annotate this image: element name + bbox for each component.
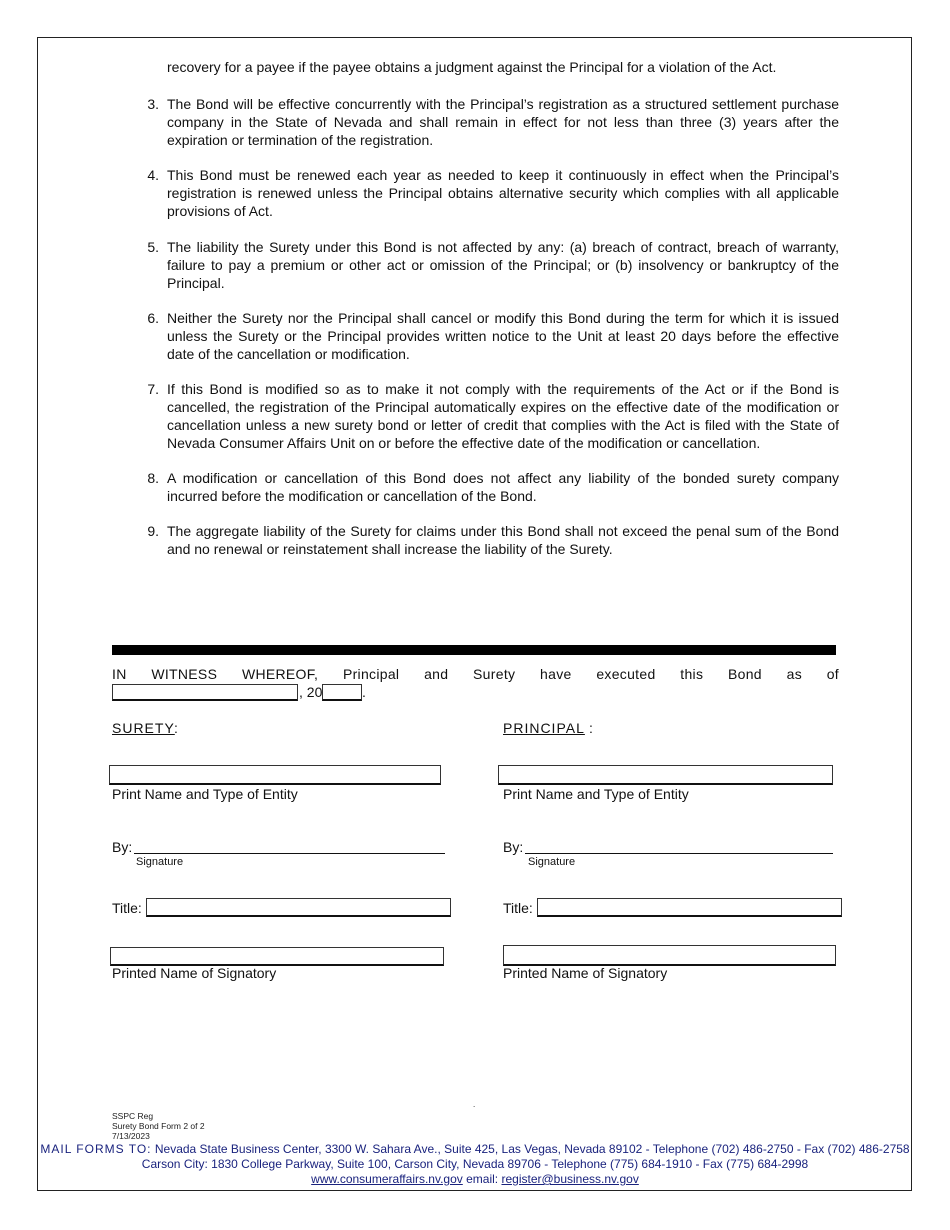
surety-by-label: By: xyxy=(112,839,133,855)
surety-signature-line[interactable] xyxy=(134,853,445,854)
surety-entity-label: Print Name and Type of Entity xyxy=(112,786,298,802)
form-code: SSPC Reg xyxy=(112,1111,154,1121)
clause-text: If this Bond is modified so as to make it not comply with the requirements of the Act or if the Bond is cancelled, the registration of the Principal automatically expires on the effective date of the modification or cancellation unless a new surety bond or letter of credit that complies with the Act is filed with the State of Nevada Consumer Affairs Unit on or before the effective date of the modification or cancellation. xyxy=(167,381,839,451)
witness-word: as xyxy=(786,666,802,682)
principal-title-field[interactable] xyxy=(537,898,842,917)
principal-signature-label: Signature xyxy=(528,856,576,868)
witness-period: . xyxy=(362,684,366,700)
email-link[interactable]: register@business.nv.gov xyxy=(501,1172,639,1186)
principal-signature-line[interactable] xyxy=(525,853,833,854)
clause-number: 6. xyxy=(147,310,159,326)
witness-word: IN xyxy=(112,666,127,682)
witness-word: and xyxy=(424,666,449,682)
section-divider xyxy=(112,645,836,655)
principal-heading: PRINCIPAL xyxy=(503,720,585,736)
principal-title-label: Title: xyxy=(503,900,533,916)
principal-by-label: By: xyxy=(503,839,524,855)
witness-word: Bond xyxy=(727,666,762,682)
mail-line-las-vegas xyxy=(40,1142,910,1157)
witness-statement xyxy=(112,666,839,682)
witness-date-field[interactable] xyxy=(112,684,298,701)
clause-number: 7. xyxy=(147,381,159,397)
surety-title-field[interactable] xyxy=(146,898,451,917)
clause-4 xyxy=(137,166,839,220)
clause-text: This Bond must be renewed each year as needed to keep it continuously in effect when the Principal’s registration is renewed unless the Principal obtains alternative security which complies with all applicable provisions of Act. xyxy=(167,167,839,219)
clause-number: 8. xyxy=(147,470,159,486)
principal-entity-label: Print Name and Type of Entity xyxy=(503,786,689,802)
clause-number: 5. xyxy=(147,239,159,255)
witness-word: this xyxy=(680,666,704,682)
clause-number: 4. xyxy=(147,167,159,183)
witness-word: Surety xyxy=(473,666,516,682)
surety-signatory-field[interactable] xyxy=(110,947,444,966)
clause-text: A modification or cancellation of this Bond does not affect any liability of the bonded surety company incurred before the modification or cancellation of the Bond. xyxy=(167,470,839,504)
clause-text: The liability the Surety under this Bond is not affected by any: (a) breach of contract, breach of warranty, failure to pay a premium or other act or omission of the Principal; or (b) insolvency or bankruptcy of the Principal. xyxy=(167,239,839,291)
witness-word: have xyxy=(540,666,572,682)
witness-word: Principal xyxy=(342,666,400,682)
witness-word: WHEREOF, xyxy=(241,666,319,682)
carson-city-address: Carson City: 1830 College Parkway, Suite 100, Carson City, Nevada 89706 - Telephone (775) 684-1910 - Fax (775) 684-2998 xyxy=(141,1157,809,1171)
surety-heading: SURETY xyxy=(112,720,175,736)
clause-7 xyxy=(137,380,839,452)
contact-line xyxy=(40,1172,910,1187)
principal-heading-colon: : xyxy=(589,720,593,736)
form-name: Surety Bond Form 2 of 2 xyxy=(112,1121,205,1131)
clause-text: The aggregate liability of the Surety for claims under this Bond shall not exceed the penal sum of the Bond and no renewal or reinstatement shall increase the liability of the Surety. xyxy=(167,523,839,557)
principal-signatory-label: Printed Name of Signatory xyxy=(503,965,668,981)
clause-number: 3. xyxy=(147,96,159,112)
surety-heading-colon: : xyxy=(174,720,178,736)
website-link[interactable]: www.consumeraffairs.nv.gov xyxy=(311,1172,463,1186)
surety-title-label: Title: xyxy=(112,900,142,916)
principal-entity-field[interactable] xyxy=(498,765,833,785)
surety-signatory-label: Printed Name of Signatory xyxy=(112,965,277,981)
witness-word: executed xyxy=(596,666,656,682)
form-date: 7/13/2023 xyxy=(112,1131,150,1141)
principal-signatory-field[interactable] xyxy=(503,945,836,966)
year-prefix: , 20 xyxy=(299,684,323,700)
form-meta xyxy=(112,1111,205,1141)
email-label: email: xyxy=(462,1172,502,1186)
witness-word: of xyxy=(826,666,839,682)
clause-3 xyxy=(137,95,839,149)
clause-6 xyxy=(137,309,839,363)
clause-9 xyxy=(137,522,839,558)
mail-prefix: MAIL FORMS TO: xyxy=(40,1142,152,1156)
center-dot: . xyxy=(473,1100,476,1109)
witness-word: WITNESS xyxy=(151,666,218,682)
clause-number: 9. xyxy=(147,523,159,539)
las-vegas-address: Nevada State Business Center, 3300 W. Sahara Ave., Suite 425, Las Vegas, Nevada 89102 - Telephone (702) 486-2750 - Fax (702) 486-2758 xyxy=(154,1142,910,1156)
clause-text: The Bond will be effective concurrently with the Principal’s registration as a structured settlement purchase company in the State of Nevada and shall remain in effect for not less than three (3) years after the expiration or termination of the registration. xyxy=(167,96,839,148)
continuation-text: recovery for a payee if the payee obtains a judgment against the Principal for a violation of the Act. xyxy=(167,59,777,75)
clause-8 xyxy=(137,469,839,505)
surety-entity-field[interactable] xyxy=(109,765,441,785)
witness-year-field[interactable] xyxy=(322,684,362,701)
clause-text: Neither the Surety nor the Principal shall cancel or modify this Bond during the term for which it is issued unless the Surety or the Principal provides written notice to the Unit at least 20 days before the effective date of the cancellation or modification. xyxy=(167,310,839,362)
surety-signature-label: Signature xyxy=(136,856,184,868)
clause-5 xyxy=(137,238,839,292)
